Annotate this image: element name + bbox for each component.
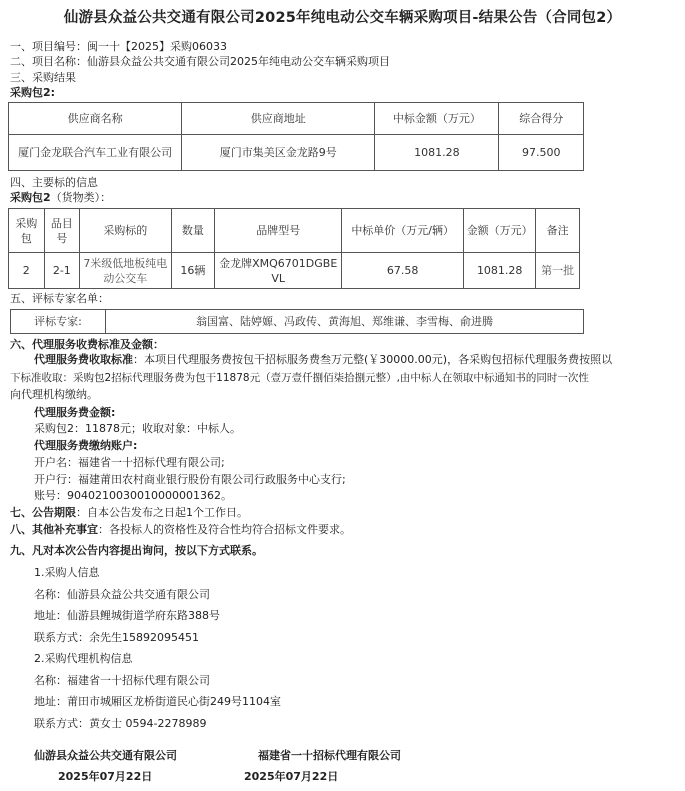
package2-line — [10, 191, 111, 205]
result-amount: 1081.28 — [375, 135, 499, 171]
item-amount: 1081.28 — [464, 253, 536, 289]
expert-table — [10, 309, 584, 334]
buyer-contact: 联系方式：余先生15892095451 — [34, 631, 199, 644]
project-name-label: 二、项目名称： — [10, 55, 87, 68]
agency-heading: 2.采购代理机构信息 — [34, 652, 133, 665]
item-package: 2 — [9, 253, 45, 289]
fee-standard-label: 代理服务费收取标准 — [34, 353, 133, 366]
fee-standard-text-3: 向代理机构缴纳。 — [10, 388, 98, 401]
section-main-items: 四、主要标的信息 — [10, 176, 98, 189]
project-number-line — [10, 40, 227, 54]
signature-agency-date: 2025年07月22日 — [244, 770, 339, 783]
agency-contact: 联系方式：黄女士 0594-2278989 — [34, 717, 207, 730]
item-quantity: 16辆 — [171, 253, 215, 289]
result-supplier-address: 厦门市集美区金龙路9号 — [182, 135, 375, 171]
expert-label: 评标专家: — [11, 310, 106, 334]
item-unit-price: 67.58 — [342, 253, 464, 289]
item-header-item-no: 品目号 — [44, 209, 80, 253]
account-holder: 开户名：福建省一十招标代理有限公司; — [34, 456, 225, 469]
fee-standard-text-2: 下标准收取：采购包2招标代理服务费为包干11878元（壹万壹仟捌佰柒拾捌元整）,由中标人在领取中标通知书的同时一次性 — [10, 372, 589, 384]
fee-amount-label: 代理服务费金额: — [34, 406, 116, 419]
item-brand-model: 金龙牌XMQ6701DGBEVL — [215, 253, 342, 289]
result-header-supplier: 供应商名称 — [9, 103, 182, 135]
item-header-amount: 金额（万元） — [464, 209, 536, 253]
buyer-address: 地址：仙游县鲤城街道学府东路388号 — [34, 609, 220, 622]
fee-account-label: 代理服务费缴纳账户: — [34, 439, 138, 452]
other-matters-label: 八、其他补充事宜 — [10, 523, 98, 536]
signature-buyer-date: 2025年07月22日 — [58, 770, 153, 783]
result-header-score: 综合得分 — [499, 103, 584, 135]
fee-amount-text: 采购包2：11878元；收取对象：中标人。 — [34, 422, 241, 435]
section-procurement-result: 三、采购结果 — [10, 71, 76, 84]
item-header-unit-price: 中标单价（万元/辆） — [342, 209, 464, 253]
section-agency-fee: 六、代理服务收费标准及金额： — [10, 338, 164, 351]
item-header-subject: 采购标的 — [80, 209, 171, 253]
other-matters-text: ：各投标人的资格性及符合性均符合招标文件要求。 — [98, 523, 351, 536]
item-table — [8, 208, 580, 289]
page-title: 仙游县众益公共交通有限公司2025年纯电动公交车辆采购项目-结果公告（合同包2） — [63, 10, 622, 26]
account-bank: 开户行：福建莆田农村商业银行股份有限公司行政服务中心支行; — [34, 473, 346, 486]
agency-address: 地址：莆田市城厢区龙桥街道民心街249号1104室 — [34, 695, 281, 708]
item-subject: 7米级低地板纯电动公交车 — [80, 253, 171, 289]
result-score: 97.500 — [499, 135, 584, 171]
project-name: 仙游县众益公共交通有限公司2025年纯电动公交车辆采购项目 — [87, 55, 390, 68]
buyer-heading: 1.采购人信息 — [34, 566, 100, 579]
package2-type: （货物类）： — [50, 191, 112, 204]
section-other-matters — [10, 523, 351, 537]
agency-name: 名称：福建省一十招标代理有限公司 — [34, 674, 210, 687]
result-header-address: 供应商地址 — [182, 103, 375, 135]
result-supplier-name: 厦门金龙联合汽车工业有限公司 — [9, 135, 182, 171]
buyer-name: 名称：仙游县众益公共交通有限公司 — [34, 588, 210, 601]
project-number-label: 一、项目编号： — [10, 40, 87, 53]
section-announcement-period — [10, 506, 248, 520]
project-name-line — [10, 55, 390, 69]
package-label: 采购包2: — [10, 86, 56, 99]
item-header-package: 采购包 — [9, 209, 45, 253]
project-number: 闽一十【2025】采购06033 — [87, 40, 227, 53]
item-number: 2-1 — [44, 253, 80, 289]
item-header-brand-model: 品牌型号 — [215, 209, 342, 253]
signature-buyer-org: 仙游县众益公共交通有限公司 — [34, 749, 177, 762]
item-remark: 第一批 — [536, 253, 580, 289]
announcement-period-text: ：自本公告发布之日起1个工作日。 — [76, 506, 248, 519]
result-header-amount: 中标金额（万元） — [375, 103, 499, 135]
item-header-remark: 备注 — [536, 209, 580, 253]
section-experts: 五、评标专家名单： — [10, 292, 109, 305]
section-contact: 九、凡对本次公告内容提出询问，按以下方式联系。 — [10, 544, 263, 557]
expert-names: 翁国富、陆婷嫄、冯政传、黄海旭、郑维谦、李雪梅、俞进腾 — [106, 310, 584, 334]
fee-standard-text: ：本项目代理服务费按包干招标服务费叁万元整(￥30000.00元)，各采购包招标代理服务费按照以 — [133, 353, 613, 366]
signature-agency-org: 福建省一十招标代理有限公司 — [258, 749, 401, 762]
announcement-period-label: 七、公告期限 — [10, 506, 76, 519]
item-header-quantity: 数量 — [171, 209, 215, 253]
package2-label: 采购包2 — [10, 191, 51, 204]
fee-standard-line — [34, 353, 612, 367]
account-number: 账号：9040210030010000001362。 — [34, 489, 232, 502]
result-table — [8, 102, 584, 171]
